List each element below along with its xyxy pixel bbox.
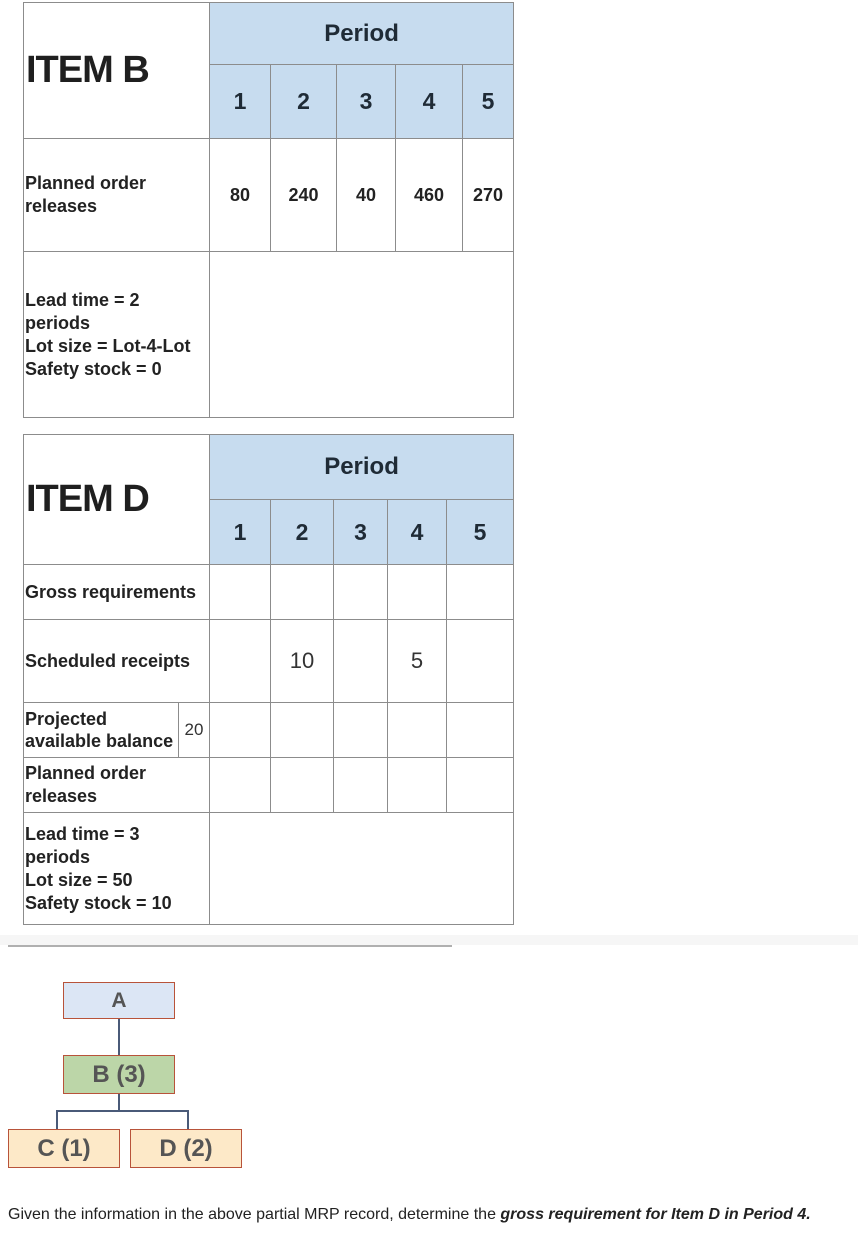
item-b-planned-order-p2: 240: [271, 139, 337, 252]
item-d-period-header: Period: [210, 435, 514, 500]
item-b-period-header: Period: [210, 3, 514, 65]
item-d-gross-p3: [334, 565, 388, 620]
item-b-period-4: 4: [396, 65, 463, 139]
item-b-planned-order-p4: 460: [396, 139, 463, 252]
bom-node-d: D (2): [130, 1129, 242, 1168]
item-d-period-3: 3: [334, 500, 388, 565]
item-d-safety-stock: Safety stock = 10: [25, 892, 172, 913]
item-d-scheduled-p1: [210, 620, 271, 703]
item-b-period-3: 3: [337, 65, 396, 139]
item-d-scheduled-p3: [334, 620, 388, 703]
bom-connector-b-down: [118, 1093, 120, 1111]
item-d-parameters: [24, 813, 210, 925]
item-b-lead-time: Lead time = 2 periods: [25, 289, 140, 333]
item-d-planned-p4: [388, 758, 447, 813]
item-b-safety-stock: Safety stock = 0: [25, 358, 162, 379]
question-emphasis: gross requirement for Item D in Period 4.: [500, 1206, 811, 1223]
item-d-period-4: 4: [388, 500, 447, 565]
item-d-projected-p4: [388, 703, 447, 758]
item-d-projected-p3: [334, 703, 388, 758]
item-d-projected-initial: 20: [179, 703, 210, 758]
item-d-projected-p1: [210, 703, 271, 758]
bom-node-a: A: [63, 982, 175, 1019]
item-d-gross-label: Gross requirements: [24, 565, 210, 620]
item-d-planned-label: Planned order releases: [24, 758, 210, 813]
item-d-gross-p2: [271, 565, 334, 620]
bom-connector-d: [187, 1110, 189, 1129]
item-d-table: [23, 434, 514, 925]
question-prefix: Given the information in the above partial MRP record, determine the: [8, 1206, 501, 1223]
item-b-table: [23, 2, 514, 418]
item-d-projected-label: Projected available balance: [24, 703, 179, 758]
item-d-scheduled-p5: [447, 620, 514, 703]
bom-node-b: B (3): [63, 1055, 175, 1094]
item-d-period-5: 5: [447, 500, 514, 565]
bom-connector-horizontal: [56, 1110, 189, 1112]
item-b-planned-order-label: Planned order releases: [24, 139, 210, 252]
item-d-scheduled-p2: 10: [271, 620, 334, 703]
bom-connector-a-b: [118, 1018, 120, 1056]
item-d-scheduled-label: Scheduled receipts: [24, 620, 210, 703]
item-d-projected-p5: [447, 703, 514, 758]
item-d-scheduled-p4: 5: [388, 620, 447, 703]
item-b-lot-size: Lot size = Lot-4-Lot: [25, 335, 191, 356]
item-b-parameters: [24, 252, 210, 418]
bom-node-c: C (1): [8, 1129, 120, 1168]
item-d-planned-p5: [447, 758, 514, 813]
item-b-period-5: 5: [463, 65, 514, 139]
item-d-empty-area: [210, 813, 514, 925]
separator-line: [8, 945, 452, 947]
item-b-period-1: 1: [210, 65, 271, 139]
item-b-planned-order-p3: 40: [337, 139, 396, 252]
question-text: [8, 1206, 811, 1224]
item-b-title: ITEM B: [24, 3, 210, 139]
item-b-planned-order-p5: 270: [463, 139, 514, 252]
item-d-planned-p1: [210, 758, 271, 813]
item-d-gross-p4: [388, 565, 447, 620]
item-d-planned-p2: [271, 758, 334, 813]
item-d-gross-p1: [210, 565, 271, 620]
item-d-gross-p5: [447, 565, 514, 620]
item-d-title: ITEM D: [24, 435, 210, 565]
item-b-planned-order-p1: 80: [210, 139, 271, 252]
item-b-period-2: 2: [271, 65, 337, 139]
item-d-projected-p2: [271, 703, 334, 758]
separator-band: [0, 935, 858, 945]
item-b-empty-area: [210, 252, 514, 418]
item-d-lead-time: Lead time = 3 periods: [25, 823, 140, 867]
item-d-period-2: 2: [271, 500, 334, 565]
bom-connector-c: [56, 1110, 58, 1129]
item-d-planned-p3: [334, 758, 388, 813]
item-d-period-1: 1: [210, 500, 271, 565]
item-d-lot-size: Lot size = 50: [25, 869, 133, 890]
